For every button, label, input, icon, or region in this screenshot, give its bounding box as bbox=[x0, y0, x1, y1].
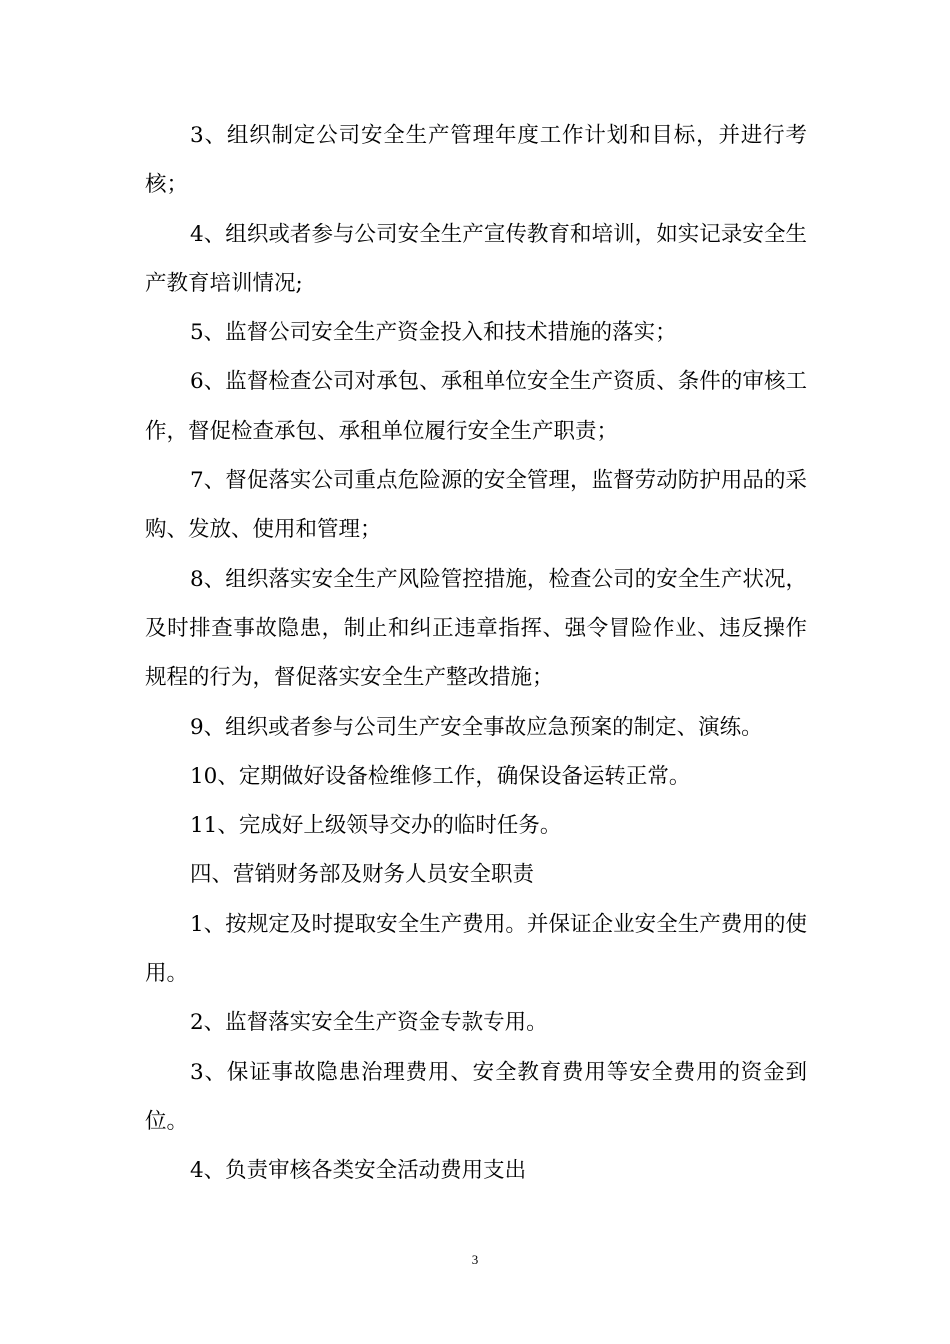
paragraph-finance-item-4: 4、负责审核各类安全活动费用支出 bbox=[190, 1158, 527, 1184]
paragraph-item-7-hazard-management: 7、督促落实公司重点危险源的安全管理，监督劳动防护用品的采购、发放、使用和管理； bbox=[145, 468, 807, 543]
paragraph-item-11-temporary-tasks: 11、完成好上级领导交办的临时任务。 bbox=[190, 813, 562, 839]
paragraph-item-6-contractor-review: 6、监督检查公司对承包、承租单位安全生产资质、条件的审核工作，督促检查承包、承租单位履行安全生产职责； bbox=[145, 369, 807, 444]
paragraph-finance-item-3: 3、保证事故隐患治理费用、安全教育费用等安全费用的资金到位。 bbox=[145, 1059, 807, 1134]
paragraph-finance-item-1: 1、按规定及时提取安全生产费用。并保证企业安全生产费用的使用。 bbox=[145, 911, 807, 987]
paragraph-item-9-emergency-plan: 9、组织或者参与公司生产安全事故应急预案的制定、演练。 bbox=[190, 714, 763, 740]
paragraph-item-10-equipment-maintenance: 10、定期做好设备检维修工作，确保设备运转正常。 bbox=[190, 763, 691, 789]
page-number: 3 bbox=[471, 1252, 479, 1267]
paragraph-item-4-training: 4、组织或者参与公司安全生产宣传教育和培训，如实记录安全生产教育培训情况; bbox=[145, 221, 807, 296]
paragraph-item-3-annual-plan: 3、组织制定公司安全生产管理年度工作计划和目标，并进行考核； bbox=[145, 123, 807, 198]
paragraph-item-5-funding-supervision: 5、监督公司安全生产资金投入和技术措施的落实； bbox=[190, 320, 677, 346]
paragraph-item-8-risk-control: 8、组织落实安全生产风险管控措施，检查公司的安全生产状况，及时排查事故隐患，制止和纠正违章指挥、强令冒险作业、违反操作规程的行为，督促落实安全生产整改措施； bbox=[145, 566, 807, 691]
document-body bbox=[145, 111, 807, 1196]
paragraph-finance-item-2: 2、监督落实安全生产资金专款专用。 bbox=[190, 1010, 548, 1036]
section-heading-finance-safety: 四、营销财务部及财务人员安全职责 bbox=[190, 862, 535, 888]
